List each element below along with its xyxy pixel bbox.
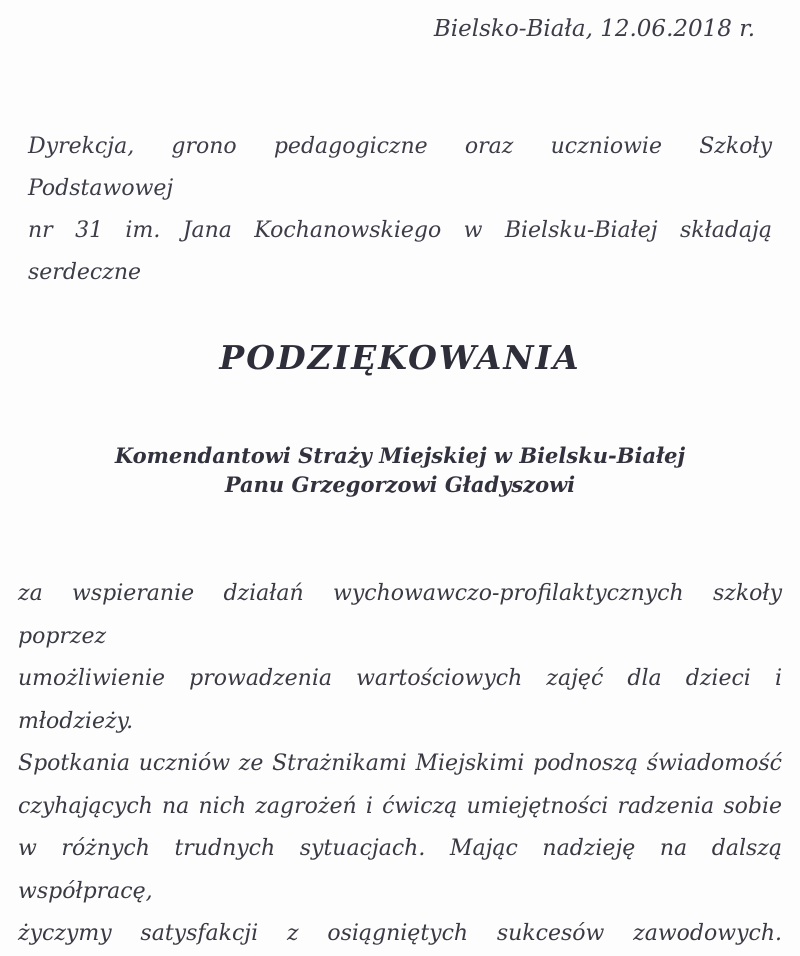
letter-title: PODZIĘKOWANIA [219, 338, 581, 377]
intro-paragraph [0, 126, 800, 294]
body-line-4: czyhających na nich zagrożeń i ćwiczą umiejętności radzenia sobie [18, 793, 782, 819]
recipient-line-1: Komendantowi Straży Miejskiej w Bielsku-Białej [114, 443, 686, 468]
recipient-block [0, 441, 800, 499]
body-line-1: za wspieranie działań wychowawczo-profilaktycznych szkoły poprzez [18, 581, 782, 649]
date-line: Bielsko-Biała, 12.06.2018 r. [433, 16, 755, 42]
body-paragraph [0, 573, 800, 956]
body-line-2: umożliwienie prowadzenia wartościowych zajęć dla dzieci i młodzieży. [18, 666, 782, 734]
scanned-letter-page [0, 16, 800, 946]
recipient-line-2: Panu Grzegorzowi Gładyszowi [224, 472, 576, 497]
intro-line-2: nr 31 im. Jana Kochanowskiego w Bielsku-Białej składają serdeczne [28, 218, 772, 285]
body-line-5: w różnych trudnych sytuacjach. Mając nadzieję na dalszą współpracę, [18, 836, 782, 904]
intro-line-1: Dyrekcja, grono pedagogiczne oraz uczniowie Szkoły Podstawowej [28, 134, 772, 201]
body-line-3: Spotkania uczniów ze Strażnikami Miejskimi podnoszą świadomość [18, 751, 782, 776]
body-line-6: życzymy satysfakcji z osiągniętych sukcesów zawodowych. [18, 921, 782, 946]
